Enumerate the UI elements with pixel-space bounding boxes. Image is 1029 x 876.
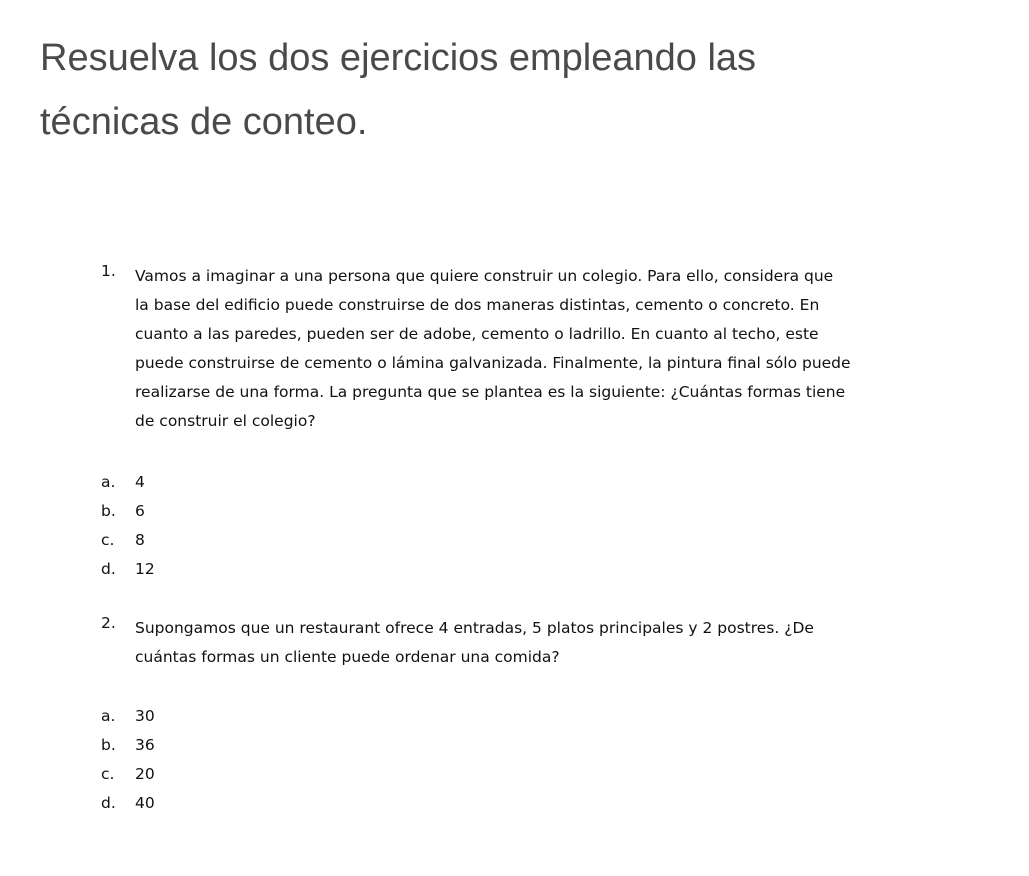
question-2 (101, 614, 961, 672)
option-item (101, 526, 155, 555)
option-letter: d. (101, 560, 116, 578)
question-1-line: puede construirse de cemento o lámina galvanizada. Finalmente, la pintura final sólo puede (135, 354, 851, 372)
question-2-line: cuántas formas un cliente puede ordenar una comida? (135, 648, 560, 666)
question-1-options (101, 468, 155, 584)
option-letter: d. (101, 794, 116, 812)
question-1-line: la base del edificio puede construirse de dos maneras distintas, cemento o concreto. En (135, 296, 820, 314)
question-1-line: de construir el colegio? (135, 412, 316, 430)
question-1 (101, 262, 961, 436)
option-value: 6 (135, 502, 145, 520)
option-item (101, 702, 155, 731)
question-1-line: realizarse de una forma. La pregunta que se plantea es la siguiente: ¿Cuántas formas tiene (135, 383, 846, 401)
question-1-line: Vamos a imaginar a una persona que quiere construir un colegio. Para ello, considera que (135, 267, 834, 285)
option-letter: b. (101, 736, 116, 754)
option-letter: a. (101, 473, 116, 491)
option-value: 4 (135, 473, 145, 491)
option-value: 30 (135, 707, 155, 725)
option-letter: c. (101, 765, 115, 783)
question-2-text (135, 614, 961, 672)
option-value: 8 (135, 531, 145, 549)
option-item (101, 760, 155, 789)
option-item (101, 555, 155, 584)
question-1-text (135, 262, 961, 436)
title-line-1: Resuelva los dos ejercicios empleando las (40, 37, 757, 79)
option-letter: c. (101, 531, 115, 549)
option-item (101, 468, 155, 497)
option-item (101, 497, 155, 526)
option-item (101, 731, 155, 760)
option-item (101, 789, 155, 818)
question-2-line: Supongamos que un restaurant ofrece 4 entradas, 5 platos principales y 2 postres. ¿De (135, 619, 814, 637)
question-2-options (101, 702, 155, 818)
question-1-number: 1. (101, 262, 116, 280)
option-value: 20 (135, 765, 155, 783)
title-line-2: técnicas de conteo. (40, 101, 368, 143)
option-letter: a. (101, 707, 116, 725)
page-title (40, 26, 1000, 154)
option-value: 12 (135, 560, 155, 578)
option-value: 40 (135, 794, 155, 812)
question-1-line: cuanto a las paredes, pueden ser de adobe, cemento o ladrillo. En cuanto al techo, este (135, 325, 819, 343)
option-letter: b. (101, 502, 116, 520)
option-value: 36 (135, 736, 155, 754)
question-2-number: 2. (101, 614, 116, 632)
